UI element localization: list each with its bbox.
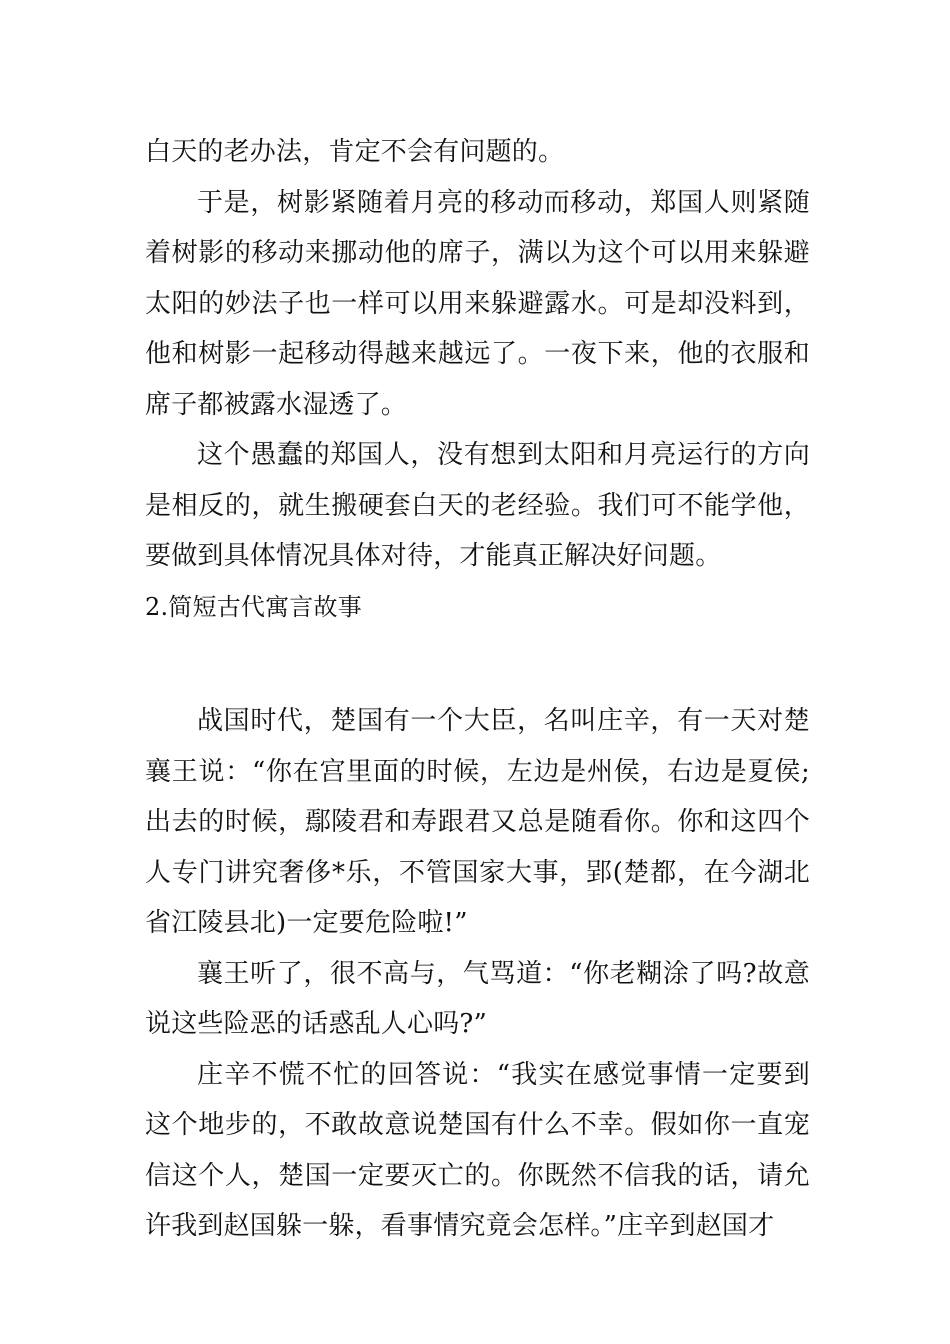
section-spacer [145,632,810,696]
paragraph-moving-shadow: 于是，树影紧随着月亮的移动而移动，郑国人则紧随着树影的移动来挪动他的席子，满以为这个可以用来躲避太阳的妙法子也一样可以用来躲避露水。可是却没料到，他和树影一起移动得越来越远了。一夜下来，他的衣服和席子都被露水湿透了。 [145,187,810,420]
paragraph-zhuang-xin-answer: 庄辛不慌不忙的回答说：“我实在感觉事情一定要到这个地步的，不敢故意说楚国有什么不幸。假如你一直宠信这个人，楚国一定要灭亡的。你既然不信我的话，请允许我到赵国躲一躲，看事情究竟会怎样。”庄辛到赵国才 [145,1059,810,1241]
paragraph-continuation: 白天的老办法，肯定不会有问题的。 [145,137,565,167]
section-heading: 2.简短古代寓言故事 [145,592,362,621]
paragraph-moral: 这个愚蠢的郑国人，没有想到太阳和月亮运行的方向是相反的，就生搬硬套白天的老经验。我们可不能学他，要做到具体情况具体对待，才能真正解决好问题。 [145,440,810,571]
paragraph-zhuang-xin-warning: 战国时代，楚国有一个大臣，名叫庄辛，有一天对楚襄王说：“你在宫里面的时候，左边是州侯，右边是夏侯;出去的时候，鄢陵君和寿跟君又总是随看你。你和这四个人专门讲究奢侈*乐，不管国家大事，郢(楚都，在今湖北省江陵县北)一定要危险啦!” [145,706,810,938]
paragraph-king-reply: 襄王听了，很不高与，气骂道：“你老糊涂了吗?故意说这些险恶的话惑乱人心吗?” [145,958,810,1039]
document-page [145,127,810,1252]
